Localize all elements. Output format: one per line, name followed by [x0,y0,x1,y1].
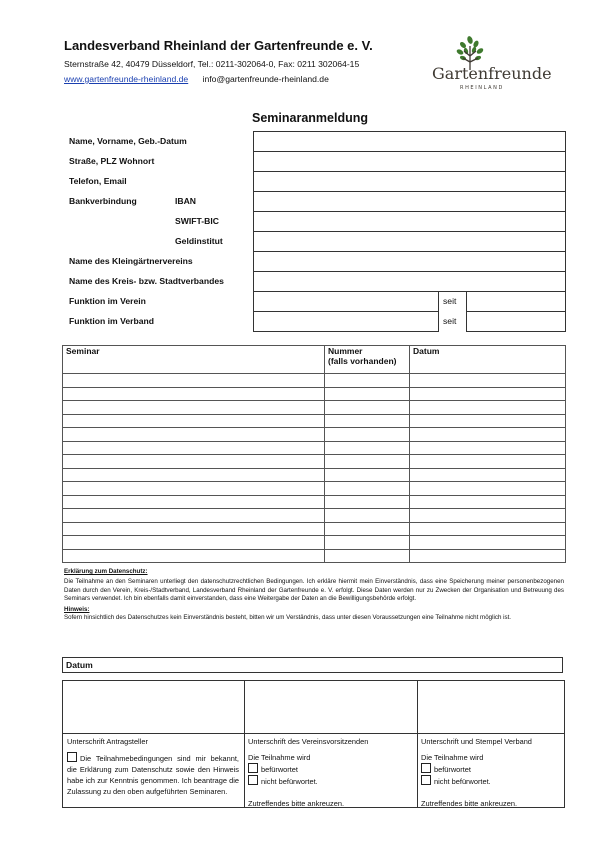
privacy-section [64,568,564,623]
label-since-association: seit [443,316,457,326]
table-row [63,455,566,469]
seminar-cell[interactable] [63,468,325,482]
function-club-field[interactable] [253,291,439,312]
seminar-cell[interactable] [63,455,325,469]
label-club: Name des Kleingärtnervereins [69,256,193,266]
swift-field[interactable] [253,211,566,232]
table-row [63,414,566,428]
club-reject-label: nicht befürwortet. [261,777,318,786]
col-seminar: Seminar [63,346,325,374]
date-cell[interactable] [410,401,566,415]
association-lead: Die Teilnahme wird [421,753,484,762]
date-label: Datum [66,660,93,670]
club-name-field[interactable] [253,251,566,272]
seminar-cell[interactable] [63,428,325,442]
table-row [63,495,566,509]
phone-email-field[interactable] [253,171,566,192]
applicant-title: Unterschrift Antragsteller [67,737,148,746]
since-association-field[interactable] [466,311,566,332]
number-cell[interactable] [325,482,410,496]
label-bank: Bankverbindung [69,196,137,206]
number-cell[interactable] [325,401,410,415]
association-reject-label: nicht befürwortet. [434,777,491,786]
seminar-cell[interactable] [63,374,325,388]
number-cell[interactable] [325,495,410,509]
date-cell[interactable] [410,441,566,455]
number-cell[interactable] [325,428,410,442]
label-function-club: Funktion im Verein [69,296,146,306]
club-chair-lead: Die Teilnahme wird [248,753,311,762]
bank-institute-field[interactable] [253,231,566,252]
date-cell[interactable] [410,522,566,536]
number-cell[interactable] [325,387,410,401]
note-heading: Hinweis: [64,606,90,614]
seminar-cell[interactable] [63,441,325,455]
date-cell[interactable] [410,536,566,550]
number-cell[interactable] [325,468,410,482]
association-body [421,752,517,809]
label-swift: SWIFT-BIC [175,216,219,226]
note-text: Sofern hinsichtlich des Datenschutzes kein Einverständnis besteht, bitten wir um Verständnis, dass unter diesen Voraussetzungen eine Teilnahme nicht möglich ist. [64,614,512,622]
organization-address: Sternstraße 42, 40479 Düsseldorf, Tel.: 0211-302064-0, Fax: 0211 302064-15 [64,59,360,69]
seminar-cell[interactable] [63,401,325,415]
iban-field[interactable] [253,191,566,212]
applicant-body [67,752,239,797]
table-row [63,387,566,401]
date-cell[interactable] [410,549,566,563]
date-cell[interactable] [410,374,566,388]
name-field[interactable] [253,131,566,152]
date-cell[interactable] [410,414,566,428]
label-name: Name, Vorname, Geb.-Datum [69,136,187,146]
logo-wordmark: Gartenfreunde [432,64,552,83]
date-cell[interactable] [410,482,566,496]
col-number [325,346,410,374]
association-hint: Zutreffendes bitte ankreuzen. [421,799,518,808]
label-street: Straße, PLZ Wohnort [69,156,155,166]
date-cell[interactable] [410,387,566,401]
privacy-text: Die Teilnahme an den Seminaren unterliegt den datenschutzrechtlichen Bedingungen. Ich erkläre hiermit mein Einverständnis, dass eine Speicherung meiner personenbezogenen Daten durch den Verein, Kreis-/Stadtverband, Landesverband Rheinland der Gartenfreunde e. V. erfolgt. Diese Daten werden nur zu Zwecken der Organisation und Betreuung des Seminars verwendet. Ich bin ebenfalls damit einverstanden, dass eine Weitergabe der Daten an die Bewilligungsbehörde erfolgt. [64,578,564,602]
table-row [63,401,566,415]
date-cell[interactable] [410,509,566,523]
date-cell[interactable] [410,468,566,482]
label-institute: Geldinstitut [175,236,223,246]
club-approve-label: befürwortet [261,765,298,774]
table-row [63,536,566,550]
number-cell[interactable] [325,441,410,455]
table-row [63,549,566,563]
logo-subtitle: RHEINLAND [460,85,504,91]
table-row [63,522,566,536]
seminar-cell[interactable] [63,414,325,428]
club-chair-hint: Zutreffendes bitte ankreuzen. [248,799,345,808]
number-cell[interactable] [325,414,410,428]
function-association-field[interactable] [253,311,439,332]
table-row [63,468,566,482]
date-cell[interactable] [410,455,566,469]
col-number-sub: (falls vorhanden) [328,356,397,366]
seminar-table [62,345,566,563]
date-cell[interactable] [410,495,566,509]
since-club-field[interactable] [466,291,566,312]
association-approve-label: befürwortet [434,765,471,774]
label-district: Name des Kreis- bzw. Stadtverbandes [69,276,224,286]
club-approve-checkbox[interactable] [248,763,258,773]
applicant-text: Die Teilnahmebedingungen sind mir bekannt, die Erklärung zum Datenschutz sowie den Hinweis habe ich zur Kenntnis genommen. Ich beantrage die Zulassung zu den oben aufgeführten Seminaren. [67,754,239,796]
table-row [63,441,566,455]
date-cell[interactable] [410,428,566,442]
seminar-cell[interactable] [63,509,325,523]
page-title: Seminaranmeldung [252,111,368,125]
gartenfreunde-logo [428,34,552,94]
seminar-cell[interactable] [63,549,325,563]
table-row [63,428,566,442]
label-iban: IBAN [175,196,197,206]
signature-association[interactable] [417,681,564,807]
number-cell[interactable] [325,536,410,550]
date-field[interactable] [62,657,563,673]
street-field[interactable] [253,151,566,172]
seminar-cell[interactable] [63,482,325,496]
association-title: Unterschrift und Stempel Verband [421,737,532,746]
number-cell[interactable] [325,509,410,523]
club-chair-body [248,752,344,809]
association-reject-checkbox[interactable] [421,775,431,785]
seminar-cell[interactable] [63,495,325,509]
club-reject-checkbox[interactable] [248,775,258,785]
association-approve-checkbox[interactable] [421,763,431,773]
seminar-table-header [63,346,566,374]
label-phone: Telefon, Email [69,176,127,186]
organization-name: Landesverband Rheinland der Gartenfreunde e. V. [64,38,373,53]
consent-checkbox[interactable] [67,752,77,762]
number-cell[interactable] [325,522,410,536]
seminar-cell[interactable] [63,522,325,536]
club-chair-title: Unterschrift des Vereinsvorsitzenden [248,737,369,746]
district-association-field[interactable] [253,271,566,292]
website-link[interactable]: www.gartenfreunde-rheinland.de [64,74,189,84]
privacy-heading: Erklärung zum Datenschutz: [64,568,148,575]
table-row [63,374,566,388]
label-function-association: Funktion im Verband [69,316,154,326]
signature-applicant[interactable] [63,681,244,807]
signature-club-chair[interactable] [244,681,417,807]
email-address: info@gartenfreunde-rheinland.de [202,74,329,84]
seminar-cell[interactable] [63,387,325,401]
table-row [63,482,566,496]
seminar-table-body [63,374,566,563]
signature-table [62,680,565,808]
number-cell[interactable] [325,374,410,388]
contact-line [64,74,329,84]
seminar-cell[interactable] [63,536,325,550]
number-cell[interactable] [325,455,410,469]
col-number-label: Nummer [328,346,363,356]
number-cell[interactable] [325,549,410,563]
table-row [63,509,566,523]
col-date: Datum [410,346,566,374]
label-since-club: seit [443,296,457,306]
